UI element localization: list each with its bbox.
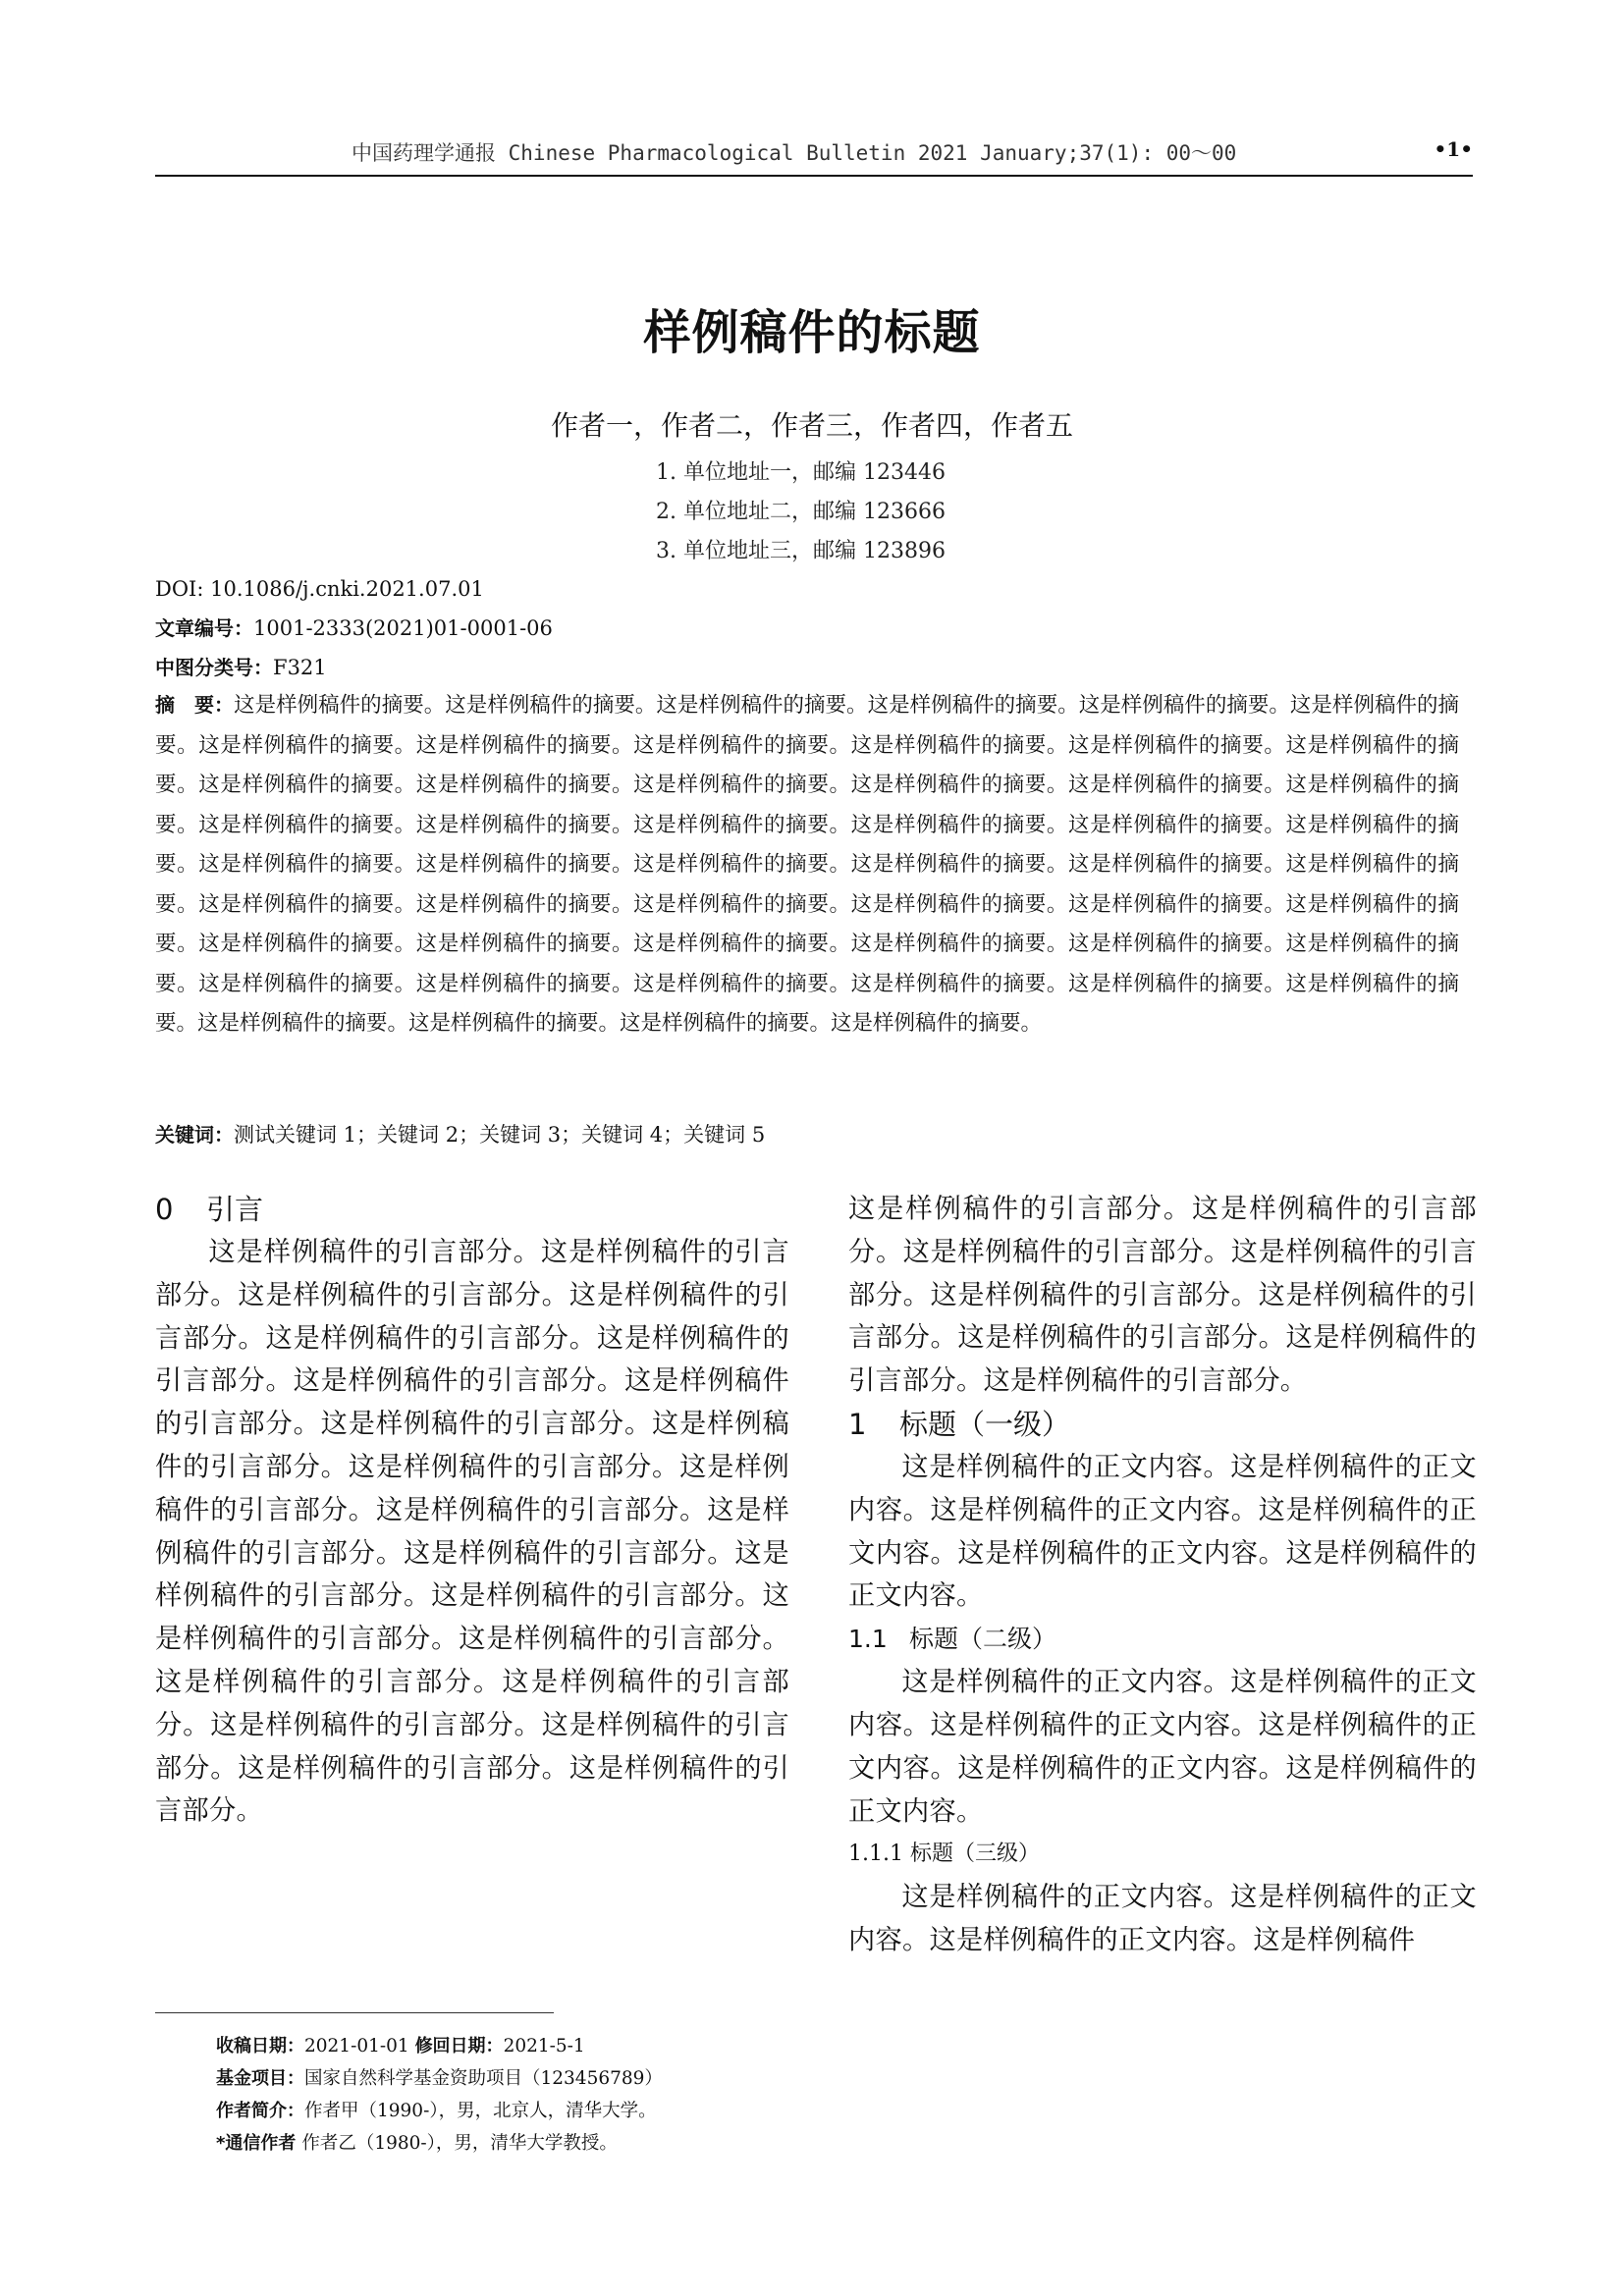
section-1-paragraph: 这是样例稿件的正文内容。这是样例稿件的正文内容。这是样例稿件的正文内容。这是样例稿件的正文内容。这是样例稿件的正文内容。这是样例稿件的正文内容。: [848, 1451, 1477, 1612]
section-number: 1.1.1: [848, 1842, 903, 1867]
footnote-corresponding: [216, 2127, 1394, 2160]
corresponding-label: *通信作者: [216, 2133, 297, 2154]
journal-header-text: 中国药理学通报 Chinese Pharmacological Bulletin 2021 January;37(1): 00～00: [352, 141, 1237, 165]
keywords-label: 关键词：: [155, 1123, 234, 1147]
revised-date: 2021-5-1: [503, 2036, 585, 2056]
article-number-label: 文章编号：: [155, 616, 253, 640]
footnote-bio: [216, 2095, 1394, 2127]
page-number: •1•: [1434, 137, 1473, 161]
footnote-dates: [216, 2030, 1394, 2062]
clc-label: 中图分类号：: [155, 656, 273, 679]
section-1-1-1-paragraph: 这是样例稿件的正文内容。这是样例稿件的正文内容。这是样例稿件的正文内容。这是样例稿件: [848, 1882, 1477, 1956]
keywords-text: 测试关键词 1；关键词 2；关键词 3；关键词 4；关键词 5: [234, 1123, 766, 1147]
footnote-fund: [216, 2062, 1394, 2095]
affiliation-list: [656, 454, 1147, 571]
section-heading-1: [848, 1403, 1477, 1446]
intro-paragraph: 这是样例稿件的引言部分。这是样例稿件的引言部分。这是样例稿件的引言部分。这是样例稿件的引言部分。这是样例稿件的引言部分。这是样例稿件的引言部分。这是样例稿件的引言部分。这是样例稿件的引言部分。这是样例稿件的引言部分。这是样例稿件的引言部分。这是样例稿件的引言部分。这是样例稿件的引言部分。这是样例稿件的引言部分。这是样例稿件的引言部分。这是样例稿件的引言部分。这是样例稿件的引言部分。这是样例稿件的引言部分。这是样例稿件的引言部分。这是样例稿件的引言部分。这是样例稿件的引言部分。这是样例稿件的引言部分。这是样例稿件的引言部分。这是样例稿件的引言部分。这是样例稿件的引言部分。这是样例稿件的引言部分。: [155, 1237, 789, 1827]
received-label: 收稿日期：: [216, 2036, 304, 2056]
fund-text: 国家自然科学基金资助项目（123456789）: [304, 2068, 663, 2089]
paper-title: 样例稿件的标题: [643, 305, 981, 360]
section-title: 标题（一级）: [899, 1407, 1071, 1441]
fund-label: 基金项目：: [216, 2068, 304, 2089]
body-column-right: [848, 1188, 1477, 1962]
section-number: 1.1: [848, 1625, 888, 1654]
footnote-divider: [155, 2012, 554, 2013]
header-divider: [155, 175, 1473, 177]
section-number: 0: [155, 1193, 174, 1226]
section-title: 标题（三级）: [909, 1842, 1040, 1867]
section-heading-intro: [155, 1188, 789, 1231]
received-date: 2021-01-01: [304, 2036, 409, 2056]
article-number: [155, 609, 1473, 648]
author-list: 作者一，作者二，作者三，作者四，作者五: [550, 409, 1073, 442]
clc-number: [155, 648, 1473, 687]
affiliation-item: 1. 单位地址一，邮编 123446: [656, 460, 946, 485]
corresponding-text: 作者乙（1980-），男，清华大学教授。: [301, 2133, 618, 2154]
section-number: 1: [848, 1407, 867, 1441]
section-title: 标题（二级）: [909, 1625, 1057, 1654]
keywords: [155, 1115, 1473, 1154]
article-meta: [155, 569, 1473, 687]
clc-value: F321: [273, 656, 327, 679]
abstract-text: 这是样例稿件的摘要。这是样例稿件的摘要。这是样例稿件的摘要。这是样例稿件的摘要。这是样例稿件的摘要。这是样例稿件的摘要。这是样例稿件的摘要。这是样例稿件的摘要。这是样例稿件的摘要。这是样例稿件的摘要。这是样例稿件的摘要。这是样例稿件的摘要。这是样例稿件的摘要。这是样例稿件的摘要。这是样例稿件的摘要。这是样例稿件的摘要。这是样例稿件的摘要。这是样例稿件的摘要。这是样例稿件的摘要。这是样例稿件的摘要。这是样例稿件的摘要。这是样例稿件的摘要。这是样例稿件的摘要。这是样例稿件的摘要。这是样例稿件的摘要。这是样例稿件的摘要。这是样例稿件的摘要。这是样例稿件的摘要。这是样例稿件的摘要。这是样例稿件的摘要。这是样例稿件的摘要。这是样例稿件的摘要。这是样例稿件的摘要。这是样例稿件的摘要。这是样例稿件的摘要。这是样例稿件的摘要。这是样例稿件的摘要。这是样例稿件的摘要。这是样例稿件的摘要。这是样例稿件的摘要。这是样例稿件的摘要。这是样例稿件的摘要。这是样例稿件的摘要。这是样例稿件的摘要。这是样例稿件的摘要。这是样例稿件的摘要。这是样例稿件的摘要。这是样例稿件的摘要。这是样例稿件的摘要。这是样例稿件的摘要。这是样例稿件的摘要。这是样例稿件的摘要。: [155, 693, 1460, 1036]
bio-text: 作者甲（1990-），男，北京人，清华大学。: [304, 2101, 657, 2121]
abstract: [155, 685, 1459, 1044]
affiliation-item: 3. 单位地址三，邮编 123896: [656, 539, 946, 563]
affiliation-item: 2. 单位地址二，邮编 123666: [656, 500, 946, 524]
doi: DOI: 10.1086/j.cnki.2021.07.01: [155, 577, 484, 601]
footnotes: [216, 2030, 1394, 2160]
section-1-1-paragraph: 这是样例稿件的正文内容。这是样例稿件的正文内容。这是样例稿件的正文内容。这是样例稿件的正文内容。这是样例稿件的正文内容。这是样例稿件的正文内容。: [848, 1667, 1477, 1827]
section-heading-1-1-1: [848, 1833, 1477, 1876]
running-header: [155, 137, 1473, 173]
intro-paragraph-continued: 这是样例稿件的引言部分。这是样例稿件的引言部分。这是样例稿件的引言部分。这是样例稿件的引言部分。这是样例稿件的引言部分。这是样例稿件的引言部分。这是样例稿件的引言部分。这是样例稿件的引言部分。这是样例稿件的引言部分。: [848, 1194, 1477, 1397]
revised-label: 修回日期：: [414, 2036, 504, 2056]
section-title: 引言: [206, 1193, 264, 1226]
bio-label: 作者简介：: [216, 2101, 304, 2121]
article-number-value: 1001-2333(2021)01-0001-06: [253, 616, 553, 640]
body-column-left: [155, 1188, 789, 1833]
section-heading-1-1: [848, 1618, 1477, 1661]
abstract-label: 摘 要：: [155, 693, 235, 717]
